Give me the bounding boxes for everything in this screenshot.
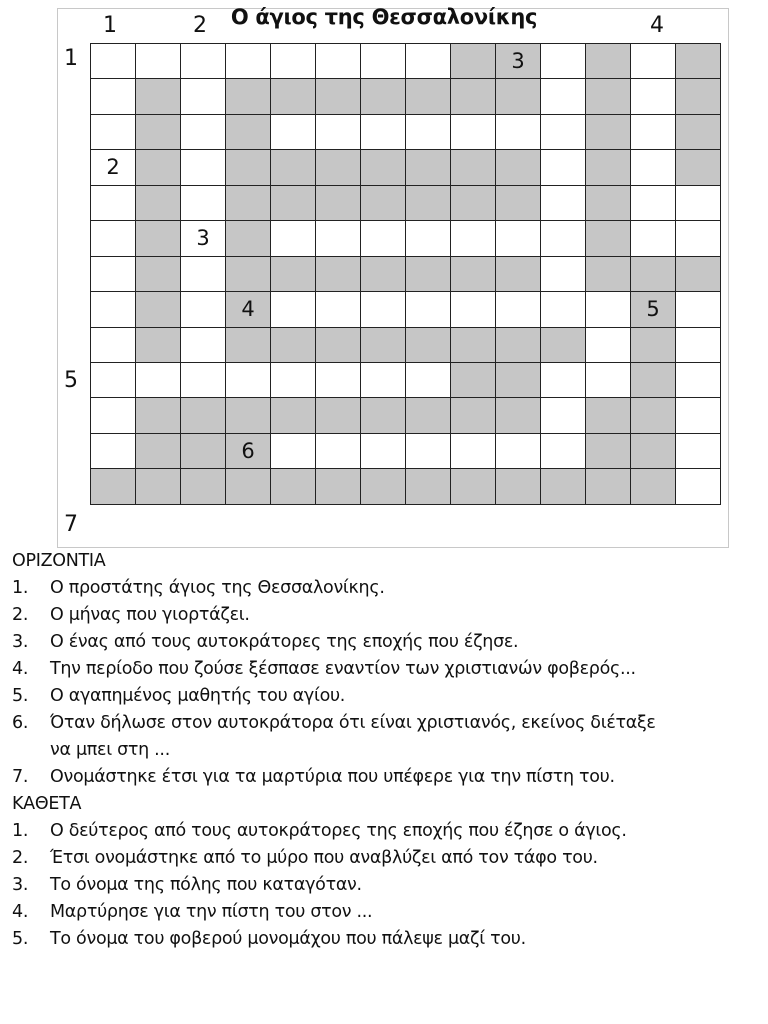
grid-cell[interactable] (136, 363, 181, 398)
grid-cell[interactable] (91, 328, 136, 363)
grid-cell (406, 328, 451, 363)
grid-cell[interactable] (181, 186, 226, 221)
grid-cell (91, 469, 136, 504)
grid-cell (271, 150, 316, 185)
across-clue (12, 710, 762, 764)
down-clue-list (12, 818, 762, 953)
grid-cell (361, 186, 406, 221)
down-clue (12, 818, 762, 845)
grid-cell[interactable] (91, 115, 136, 150)
grid-cell (496, 186, 541, 221)
grid-cell (406, 79, 451, 114)
grid-cell[interactable] (316, 221, 361, 256)
grid-cell[interactable] (406, 292, 451, 327)
grid-cell (451, 150, 496, 185)
grid-cell (586, 434, 631, 469)
crossword-grid (90, 43, 721, 505)
grid-cell (226, 221, 271, 256)
grid-cell (451, 469, 496, 504)
grid-cell (496, 328, 541, 363)
grid-cell[interactable] (631, 150, 676, 185)
clue-text: Όταν δήλωσε στον αυτοκράτορα ότι είναι χριστιανός, εκείνος διέταξε να μπει στη ... (50, 713, 656, 760)
grid-cell (676, 79, 721, 114)
across-clue (12, 683, 762, 710)
grid-cell (361, 150, 406, 185)
grid-cell[interactable] (541, 186, 586, 221)
grid-cell (541, 328, 586, 363)
grid-cell (496, 79, 541, 114)
grid-cell (676, 115, 721, 150)
grid-cell (406, 398, 451, 433)
clue-number: 1. (12, 821, 29, 841)
row-marker-5: 5 (64, 368, 78, 393)
grid-cell (676, 44, 721, 79)
clue-number: 4. (12, 659, 29, 679)
grid-cell (271, 469, 316, 504)
grid-cell[interactable] (361, 115, 406, 150)
clue-text: Ο μήνας που γιορτάζει. (50, 605, 250, 625)
clue-text: Μαρτύρησε για την πίστη του στον ... (50, 902, 373, 922)
grid-cell (226, 292, 271, 327)
grid-cell[interactable] (406, 115, 451, 150)
across-clue (12, 629, 762, 656)
row-marker-7: 7 (64, 512, 78, 537)
grid-cell (136, 79, 181, 114)
grid-cell (586, 221, 631, 256)
grid-cell (631, 398, 676, 433)
grid-cell[interactable] (316, 292, 361, 327)
clue-number: 2. (12, 848, 29, 868)
grid-cell (271, 398, 316, 433)
grid-cell (226, 115, 271, 150)
grid-cell (136, 434, 181, 469)
grid-cell (631, 328, 676, 363)
grid-cell[interactable] (226, 363, 271, 398)
clue-text: Ο αγαπημένος μαθητής του αγίου. (50, 686, 346, 706)
grid-cell (586, 398, 631, 433)
grid-cell (226, 79, 271, 114)
grid-cell[interactable] (91, 434, 136, 469)
grid-cell[interactable] (676, 469, 721, 504)
grid-cell[interactable] (181, 257, 226, 292)
grid-cell (631, 469, 676, 504)
grid-cell[interactable] (541, 115, 586, 150)
grid-cell[interactable] (271, 221, 316, 256)
grid-cell (361, 469, 406, 504)
grid-cell[interactable] (271, 44, 316, 79)
grid-cell (631, 292, 676, 327)
grid-cell[interactable] (496, 115, 541, 150)
across-clue (12, 764, 762, 791)
grid-cell (316, 398, 361, 433)
grid-cell[interactable] (451, 434, 496, 469)
grid-cell[interactable] (406, 363, 451, 398)
grid-cell (226, 398, 271, 433)
grid-cell (136, 398, 181, 433)
grid-cell[interactable] (631, 115, 676, 150)
grid-cell (406, 257, 451, 292)
grid-cell (451, 44, 496, 79)
grid-cell[interactable] (451, 221, 496, 256)
grid-cell (181, 398, 226, 433)
grid-cell (316, 79, 361, 114)
grid-cell (226, 257, 271, 292)
clue-text: Έτσι ονομάστηκε από το μύρο που αναβλύζει από τον τάφο του. (50, 848, 598, 868)
grid-cell[interactable] (451, 115, 496, 150)
grid-cell[interactable] (271, 363, 316, 398)
grid-cell (586, 469, 631, 504)
down-heading: ΚΑΘΕΤΑ (12, 794, 82, 814)
grid-cell[interactable] (181, 292, 226, 327)
grid-cell (136, 257, 181, 292)
clue-number: 2. (12, 605, 29, 625)
grid-cell[interactable] (541, 150, 586, 185)
grid-cell[interactable] (181, 221, 226, 256)
column-marker-4: 4 (650, 13, 664, 38)
row-marker-1: 1 (64, 46, 78, 71)
grid-cell[interactable] (586, 363, 631, 398)
grid-cell (496, 150, 541, 185)
grid-cell (271, 328, 316, 363)
grid-cell (271, 186, 316, 221)
grid-cell[interactable] (631, 186, 676, 221)
grid-cell (586, 79, 631, 114)
grid-cell (586, 44, 631, 79)
grid-cell[interactable] (91, 186, 136, 221)
grid-cell (316, 257, 361, 292)
grid-cell (496, 44, 541, 79)
grid-cell (631, 257, 676, 292)
grid-cell (586, 150, 631, 185)
grid-cell (541, 469, 586, 504)
clue-lists (12, 548, 762, 953)
grid-cell (316, 186, 361, 221)
grid-cell (496, 398, 541, 433)
grid-cell[interactable] (226, 44, 271, 79)
clue-text: Την περίοδο που ζούσε ξέσπασε εναντίον των χριστιανών φοβερός... (50, 659, 636, 679)
grid-cell (586, 186, 631, 221)
clue-text: Το όνομα του φοβερού μονομάχου που πάλεψε μαζί του. (50, 929, 526, 949)
grid-cell[interactable] (541, 398, 586, 433)
clue-text: Το όνομα της πόλης που καταγόταν. (50, 875, 362, 895)
grid-cell (631, 363, 676, 398)
grid-cell[interactable] (91, 292, 136, 327)
grid-cell[interactable] (181, 115, 226, 150)
clue-number: 5. (12, 686, 29, 706)
grid-cell[interactable] (541, 363, 586, 398)
grid-cell (361, 79, 406, 114)
grid-cell (226, 469, 271, 504)
grid-cell (226, 186, 271, 221)
grid-cell (361, 257, 406, 292)
grid-cell[interactable] (676, 398, 721, 433)
grid-cell[interactable] (631, 79, 676, 114)
grid-cell[interactable] (271, 292, 316, 327)
grid-cell (136, 150, 181, 185)
grid-cell[interactable] (181, 328, 226, 363)
grid-cell[interactable] (451, 292, 496, 327)
grid-cell (406, 186, 451, 221)
grid-cell[interactable] (496, 292, 541, 327)
clue-text: Ονομάστηκε έτσι για τα μαρτύρια που υπέφερε για την πίστη του. (50, 767, 615, 787)
column-marker-2: 2 (193, 13, 207, 38)
down-clue (12, 899, 762, 926)
clue-text: Ο δεύτερος από τους αυτοκράτορες της εποχής που έζησε ο άγιος. (50, 821, 627, 841)
clue-number: 4. (12, 902, 29, 922)
grid-cell[interactable] (541, 257, 586, 292)
grid-cell[interactable] (91, 44, 136, 79)
grid-cell (631, 434, 676, 469)
grid-cell (676, 150, 721, 185)
clue-number: 3. (12, 632, 29, 652)
grid-cell[interactable] (631, 44, 676, 79)
cell-number: 2 (106, 155, 120, 180)
grid-cell[interactable] (361, 434, 406, 469)
grid-cell[interactable] (316, 115, 361, 150)
clue-number: 3. (12, 875, 29, 895)
grid-cell[interactable] (406, 44, 451, 79)
grid-cell[interactable] (271, 434, 316, 469)
grid-cell[interactable] (631, 221, 676, 256)
grid-cell[interactable] (541, 79, 586, 114)
down-clue (12, 845, 762, 872)
grid-cell[interactable] (586, 328, 631, 363)
grid-cell (406, 150, 451, 185)
across-clue (12, 575, 762, 602)
grid-cell (451, 363, 496, 398)
down-clue (12, 872, 762, 899)
grid-cell (316, 150, 361, 185)
grid-cell[interactable] (541, 434, 586, 469)
clue-text: Ο προστάτης άγιος της Θεσσαλονίκης. (50, 578, 385, 598)
cell-number: 5 (646, 297, 660, 322)
clue-number: 7. (12, 767, 29, 787)
grid-cell (496, 257, 541, 292)
grid-cell (136, 115, 181, 150)
grid-cell (271, 257, 316, 292)
grid-cell (136, 292, 181, 327)
column-marker-1: 1 (103, 13, 117, 38)
grid-cell[interactable] (541, 221, 586, 256)
across-clue (12, 656, 762, 683)
clue-number: 6. (12, 713, 29, 733)
grid-cell (586, 115, 631, 150)
grid-cell[interactable] (541, 292, 586, 327)
grid-cell[interactable] (361, 221, 406, 256)
page-title: Ο άγιος της Θεσσαλονίκης (230, 5, 538, 29)
grid-cell[interactable] (361, 363, 406, 398)
grid-cell (361, 328, 406, 363)
across-heading: ΟΡΙΖΟΝΤΙΑ (12, 551, 106, 571)
grid-cell[interactable] (316, 363, 361, 398)
grid-cell[interactable] (316, 434, 361, 469)
grid-cell (136, 186, 181, 221)
grid-cell (451, 186, 496, 221)
down-clue (12, 926, 762, 953)
grid-cell (406, 469, 451, 504)
grid-cell[interactable] (91, 79, 136, 114)
grid-cell (316, 328, 361, 363)
cell-number: 6 (241, 438, 255, 463)
grid-cell (676, 257, 721, 292)
grid-cell[interactable] (676, 186, 721, 221)
grid-cell[interactable] (181, 150, 226, 185)
clue-text: Ο ένας από τους αυτοκράτορες της εποχής που έζησε. (50, 632, 519, 652)
cell-number: 4 (241, 297, 255, 322)
grid-cell[interactable] (91, 398, 136, 433)
grid-cell[interactable] (676, 221, 721, 256)
grid-cell[interactable] (91, 150, 136, 185)
grid-cell (586, 257, 631, 292)
grid-cell[interactable] (91, 363, 136, 398)
grid-cell (226, 328, 271, 363)
grid-cell[interactable] (316, 44, 361, 79)
grid-cell (181, 434, 226, 469)
clue-number: 1. (12, 578, 29, 598)
grid-cell (271, 79, 316, 114)
grid-cell (496, 363, 541, 398)
grid-cell[interactable] (406, 221, 451, 256)
grid-cell (451, 257, 496, 292)
grid-cell (181, 469, 226, 504)
across-clue-list (12, 575, 762, 791)
grid-cell[interactable] (406, 434, 451, 469)
grid-cell (136, 221, 181, 256)
grid-cell[interactable] (676, 292, 721, 327)
grid-cell[interactable] (361, 44, 406, 79)
grid-cell (136, 469, 181, 504)
grid-cell[interactable] (496, 221, 541, 256)
grid-cell (361, 398, 406, 433)
grid-cell (451, 398, 496, 433)
grid-cell[interactable] (361, 292, 406, 327)
grid-cell (451, 79, 496, 114)
grid-cell[interactable] (91, 257, 136, 292)
grid-cell[interactable] (136, 44, 181, 79)
grid-cell[interactable] (541, 44, 586, 79)
grid-cell[interactable] (676, 363, 721, 398)
grid-cell[interactable] (496, 434, 541, 469)
grid-cell[interactable] (676, 434, 721, 469)
grid-cell[interactable] (181, 363, 226, 398)
clue-number: 5. (12, 929, 29, 949)
grid-cell (226, 150, 271, 185)
grid-cell[interactable] (676, 328, 721, 363)
grid-cell (451, 328, 496, 363)
grid-cell[interactable] (271, 115, 316, 150)
cell-number: 3 (196, 226, 210, 251)
cell-number: 3 (511, 49, 525, 73)
grid-cell (496, 469, 541, 504)
grid-cell[interactable] (586, 292, 631, 327)
across-clue (12, 602, 762, 629)
grid-cell[interactable] (181, 79, 226, 114)
grid-cell[interactable] (181, 44, 226, 79)
grid-cell (316, 469, 361, 504)
grid-cell (226, 434, 271, 469)
grid-cell (136, 328, 181, 363)
grid-cell[interactable] (91, 221, 136, 256)
